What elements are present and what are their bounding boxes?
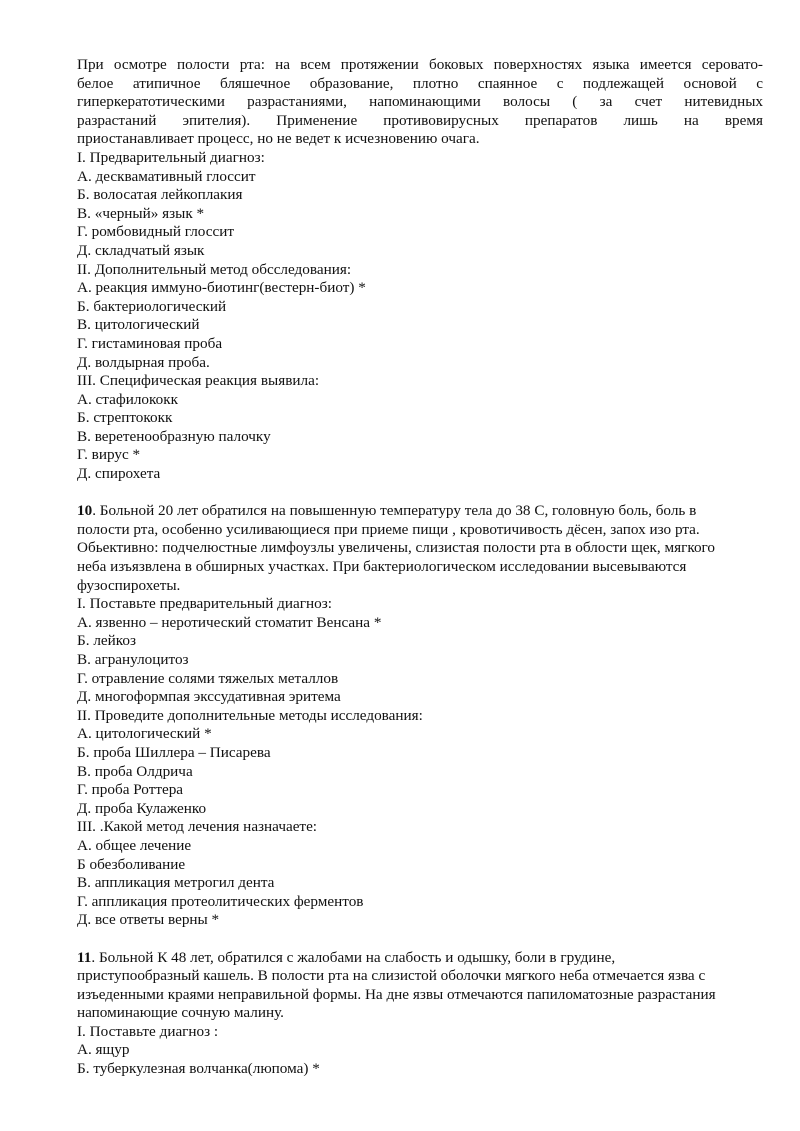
case-10-description xyxy=(77,502,763,595)
answer-option: В. веретенообразную палочку xyxy=(77,427,271,445)
question-heading: I. Предварительный диагноз: xyxy=(77,148,265,166)
answer-option: А. стафилококк xyxy=(77,390,178,408)
question-heading: II. Дополнительный метод обсследования: xyxy=(77,260,352,278)
description-line xyxy=(77,502,763,521)
description-line: полости рта, особенно усиливающиеся при приеме пищи , кровотичивость дёсен, запох изо рта. xyxy=(77,520,700,538)
description-line: неба изъязвлена в обширных участках. При бактериологическом исследовании высевываются xyxy=(77,558,687,576)
answer-option: Д. волдырная проба. xyxy=(77,353,210,371)
description-text: . Больной К 48 лет, обратился с жалобами на слабость и одышку, боли в грудине, xyxy=(91,948,616,966)
description-line: напоминающие сочную малину. xyxy=(77,1004,284,1022)
description-line: фузоспирохеты. xyxy=(77,576,181,594)
answer-option: Г. отравление солями тяжелых металлов xyxy=(77,669,339,687)
answer-option: Г. вирус * xyxy=(77,446,141,464)
description-line: приступообразный кашель. В полости рта на слизистой оболочки мягкого неба отмечается язва с xyxy=(77,967,706,985)
answer-option: Б. туберкулезная волчанка(люпома) * xyxy=(77,1060,320,1078)
answer-option: В. аппликация метрогил дента xyxy=(77,874,275,892)
description-line xyxy=(77,949,763,968)
case-number: 11 xyxy=(77,948,92,966)
answer-option: Д. складчатый язык xyxy=(77,241,205,259)
answer-option: А. язвенно – неротический стоматит Венсана * xyxy=(77,613,382,631)
answer-option: Б. бактериологический xyxy=(77,297,227,315)
answer-option: Д. многоформпая экссудативная эритема xyxy=(77,688,341,706)
question-heading: I. Поставьте предварительный диагноз: xyxy=(77,595,332,613)
answer-option: В. «черный» язык * xyxy=(77,204,205,222)
description-line: разрастаний эпителия). Применение противовирусных препаратов лишь на время xyxy=(77,111,763,129)
description-line: гиперкератотическими разрастаниями, напоминающими волосы ( за счет нитевидных xyxy=(77,93,763,111)
description-line: изъеденными краями неправильной формы. На дне язвы отмечаются папиломатозные разрастания xyxy=(77,985,716,1003)
answer-option: Д. проба Кулаженко xyxy=(77,799,207,817)
spacer xyxy=(77,930,763,949)
answer-option: В. цитологический xyxy=(77,316,200,334)
case-11-description xyxy=(77,949,763,1023)
answer-option: А. цитологический * xyxy=(77,725,212,743)
document-page xyxy=(77,56,763,1079)
description-line: Обьективно: подчелюстные лимфоузлы увеличены, слизистая полости рта в облости щек, мягкого xyxy=(77,539,715,557)
case-11-block xyxy=(77,949,763,1079)
case-10-block xyxy=(77,502,763,930)
answer-option: А. реакция иммуно-биотинг(вестерн-биот) * xyxy=(77,279,366,297)
answer-option: А. десквамативный глоссит xyxy=(77,167,256,185)
answer-option: Б обезболивание xyxy=(77,855,186,873)
answer-option: Г. проба Роттера xyxy=(77,781,184,799)
answer-option: В. проба Олдрича xyxy=(77,762,193,780)
answer-option: Б. проба Шиллера – Писарева xyxy=(77,743,271,761)
description-line: белое атипичное бляшечное образование, плотно спаянное с подлежащей основой с xyxy=(77,74,763,92)
case-number: 10 xyxy=(77,502,93,520)
answer-option: А. общее лечение xyxy=(77,836,192,854)
question-heading: I. Поставьте диагноз : xyxy=(77,1022,219,1040)
question-heading: II. Проведите дополнительные методы исследования: xyxy=(77,706,423,724)
answer-option: Д. спирохета xyxy=(77,465,161,483)
answer-option: Г. аппликация протеолитических ферментов xyxy=(77,892,364,910)
answer-option: Г. гистаминовая проба xyxy=(77,334,223,352)
answer-option: Б. лейкоз xyxy=(77,632,136,650)
answer-option: Б. волосатая лейкоплакия xyxy=(77,186,243,204)
answer-option: В. агранулоцитоз xyxy=(77,651,189,668)
spacer xyxy=(77,484,763,503)
case-9-block xyxy=(77,56,763,484)
case-9-description xyxy=(77,56,763,149)
question-heading: III. Специфическая реакция выявила: xyxy=(77,372,320,390)
answer-option: Г. ромбовидный глоссит xyxy=(77,223,235,241)
answer-option: Д. все ответы верны * xyxy=(77,911,220,929)
description-line: приостанавливает процесс, но не ведет к исчезновению очага. xyxy=(77,130,480,148)
answer-option: А. ящур xyxy=(77,1041,130,1059)
answer-option: Б. стрептококк xyxy=(77,409,173,427)
description-line: При осмотре полости рта: на всем протяжении боковых поверхностях языка имеется серовато- xyxy=(77,56,763,73)
description-text: . Больной 20 лет обратился на повышенную температуру тела до 38 С, головную боль, боль в xyxy=(92,502,697,520)
question-heading: III. .Какой метод лечения назначаете: xyxy=(77,818,318,836)
